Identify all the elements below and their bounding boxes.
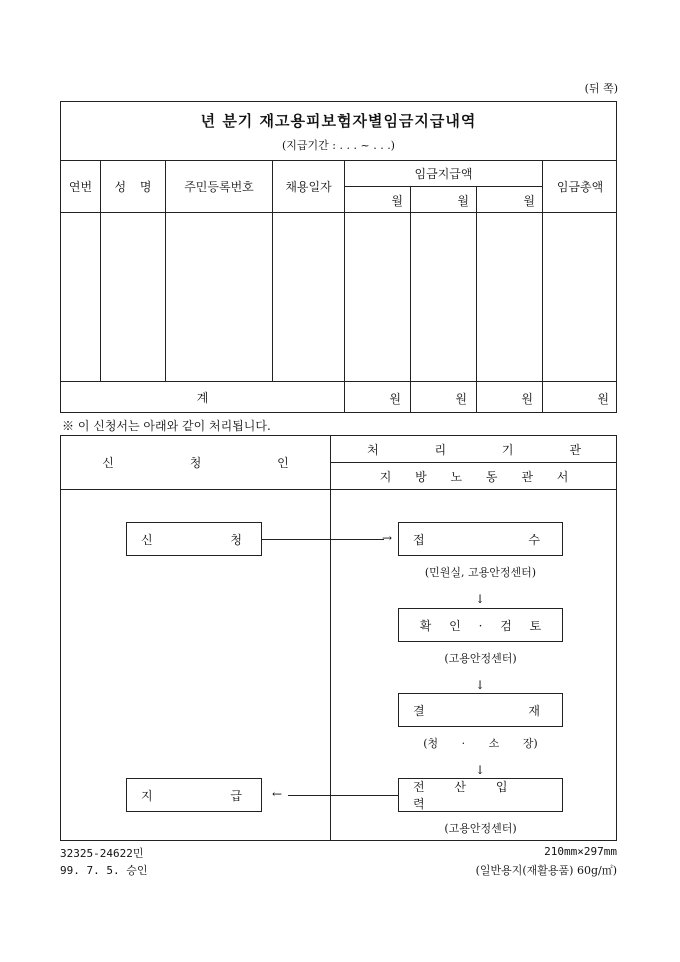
header-hire-date: 채용일자 xyxy=(285,179,332,194)
paper-size: 210mm×297mm xyxy=(544,845,617,858)
header-name: 성 명 xyxy=(114,179,152,194)
header-wage-total: 임금총액 xyxy=(556,179,604,194)
processing-note: ※ 이 신청서는 아래와 같이 처리됩니다. xyxy=(62,419,271,433)
process-divider xyxy=(330,435,331,841)
total-label: 계 xyxy=(196,391,209,405)
header-resident-number: 주민등록번호 xyxy=(184,179,254,194)
apply-label: 신 청 xyxy=(141,532,242,547)
arrow-down-icon: ↓ xyxy=(474,763,486,777)
step-approve-dept: (청 · 소 장) xyxy=(423,737,538,750)
connector-line xyxy=(262,539,384,540)
header-wage-paid: 임금지급액 xyxy=(414,166,473,181)
approval-date: 99. 7. 5. 승인 xyxy=(60,864,148,877)
process-divider xyxy=(61,489,617,490)
header-no: 연번 xyxy=(68,179,93,194)
step-receive-dept: (민원실, 고용안정센터) xyxy=(424,566,537,579)
form-title: 년 분기 재고용피보험자별임금지급내역 xyxy=(200,111,477,130)
step-review-dept: (고용안정센터) xyxy=(444,652,517,665)
labor-office-header: 지 방 노 동 관 서 xyxy=(379,469,569,484)
step-review-box: 확 인 · 검 토 xyxy=(398,608,563,642)
arrow-down-icon: ↓ xyxy=(474,592,486,606)
step-input-box: 전 산 입 력 xyxy=(398,778,563,812)
header-month-1: 월 xyxy=(391,194,403,208)
total-currency-2: 원 xyxy=(455,392,467,406)
step-receive-box: 접 수 xyxy=(398,522,563,556)
total-currency-3: 원 xyxy=(521,392,533,406)
handling-org-header: 처 리 기 관 xyxy=(367,442,581,457)
arrow-down-icon: ↓ xyxy=(474,678,486,692)
divider xyxy=(61,212,617,213)
arrow-right-icon: → xyxy=(382,531,393,545)
total-currency-1: 원 xyxy=(389,392,401,406)
applicant-header: 신 청 인 xyxy=(102,456,289,470)
col-divider xyxy=(410,186,411,413)
col-divider xyxy=(476,186,477,413)
divider xyxy=(344,186,542,187)
form-code: 32325-24622민 xyxy=(60,847,144,860)
step-input-dept: (고용안정센터) xyxy=(444,822,517,835)
paper-spec: (일반용지(재활용품) 60g/㎡) xyxy=(475,864,617,877)
connector-line xyxy=(288,795,398,796)
pay-label: 지 급 xyxy=(141,788,242,803)
payment-period: (지급기간 : . . . ~ . . .) xyxy=(282,139,395,152)
apply-box xyxy=(126,522,262,556)
total-currency-4: 원 xyxy=(597,392,609,406)
arrow-left-icon: ← xyxy=(272,787,283,801)
step-approve-box: 결 재 xyxy=(398,693,563,727)
header-month-2: 월 xyxy=(457,194,469,208)
pay-box xyxy=(126,778,262,812)
page-side-label: (뒤 쪽) xyxy=(584,82,618,95)
header-month-3: 월 xyxy=(523,194,535,208)
